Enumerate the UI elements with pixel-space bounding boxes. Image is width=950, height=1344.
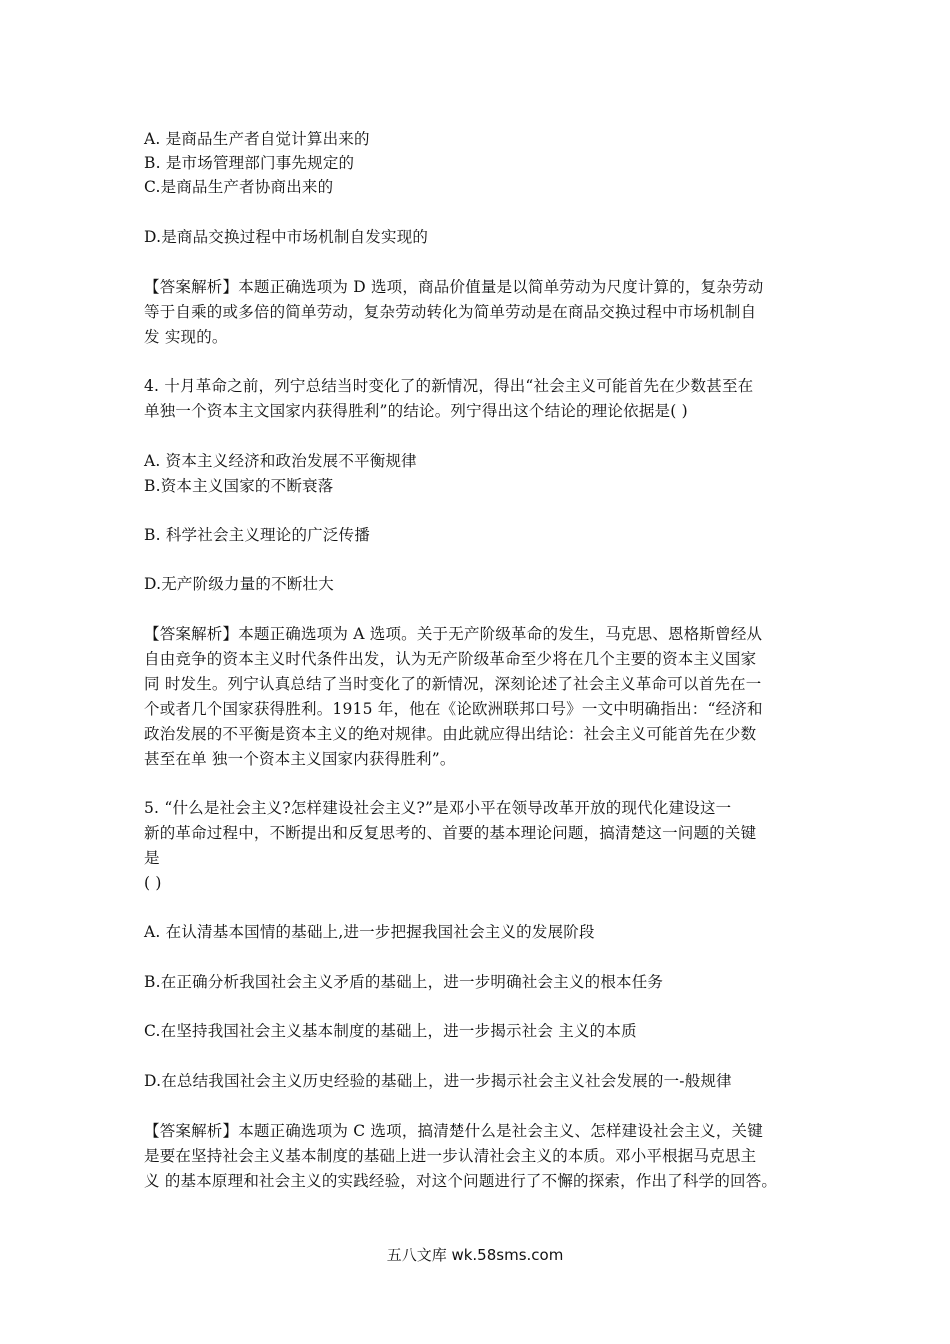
q4-option-c: B. 科学社会主义理论的广泛传播 [144,526,370,544]
q5-stem-line: 新的革命过程中，不断提出和反复思考的、首要的基本理论问题，搞清楚这一问题的关键 [144,824,757,842]
q4-option-a: A. 资本主义经济和政治发展不平衡规律 [144,452,417,470]
q3-option-b: B. 是市场管理部门事先规定的 [144,154,355,172]
q5-stem-line: 是 [144,849,160,867]
q4-option-b: B.资本主义国家的不断衰落 [144,477,334,495]
q4-stem-line: 单独一个资本主文国家内获得胜利”的结论。列宁得出这个结论的理论依据是( ) [144,402,688,420]
q5-option-b: B.在正确分析我国社会主义矛盾的基础上，进一步明确社会主义的根本任务 [144,973,664,991]
q5-option-a: A. 在认清基本国情的基础上,进一步把握我国社会主义的发展阶段 [144,923,595,941]
q4-analysis-line: 自由竞争的资本主义时代条件出发，认为无产阶级革命至少将在几个主要的资本主义国家 [144,650,757,668]
q3-analysis-line: 发 实现的。 [144,328,228,346]
page-footer: 五八文库 wk.58sms.com [386,1246,564,1264]
q3-option-a: A. 是商品生产者自觉计算出来的 [144,130,370,148]
q5-option-d: D.在总结我国社会主义历史经验的基础上，进一步揭示社会主义社会发展的一-般规律 [144,1072,732,1090]
q5-option-c: C.在坚持我国社会主义基本制度的基础上，进一步揭示社会 主义的本质 [144,1022,637,1040]
q3-analysis-line: 等于自乘的或多倍的简单劳动，复杂劳动转化为简单劳动是在商品交换过程中市场机制自 [144,303,757,321]
q4-option-d: D.无产阶级力量的不断壮大 [144,575,334,593]
q4-analysis-line: 同 时发生。列宁认真总结了当时变化了的新情况，深刻论述了社会主义革命可以首先在一 [144,675,762,693]
q4-analysis-line: 甚至在单 独一个资本主义国家内获得胜利”。 [144,750,456,768]
q5-analysis-line: 义 的基本原理和社会主义的实践经验，对这个问题进行了不懈的探索，作出了科学的回答。 [144,1172,778,1190]
q5-analysis-line: 【答案解析】本题正确选项为 C 选项，搞清楚什么是社会主义、怎样建设社会主义，关键 [144,1122,763,1140]
q3-option-c: C.是商品生产者协商出来的 [144,178,334,196]
q4-stem-line: 4. 十月革命之前，列宁总结当时变化了的新情况，得出“社会主义可能首先在少数甚至在 [144,377,754,395]
q5-stem-line: 5. “什么是社会主义?怎样建设社会主义?”是邓小平在领导改革开放的现代化建设这一 [144,799,732,817]
q3-analysis-line: 【答案解析】本题正确选项为 D 选项，商品价值量是以简单劳动为尺度计算的，复杂劳动 [144,278,764,296]
q4-analysis-line: 政治发展的不平衡是资本主义的绝对规律。由此就应得出结论：社会主义可能首先在少数 [144,725,757,743]
q5-stem-blank: ( ) [144,874,162,892]
q5-analysis-line: 是要在坚持社会主义基本制度的基础上进一步认清社会主义的本质。邓小平根据马克思主 [144,1147,757,1165]
q4-analysis-line: 【答案解析】本题正确选项为 A 选项。关于无产阶级革命的发生，马克思、恩格斯曾经从 [144,625,763,643]
q3-option-d: D.是商品交换过程中市场机制自发实现的 [144,228,429,246]
q4-analysis-line: 个或者几个国家获得胜利。1915 年，他在《论欧洲联邦口号》一文中明确指出：“经济和 [144,700,763,718]
